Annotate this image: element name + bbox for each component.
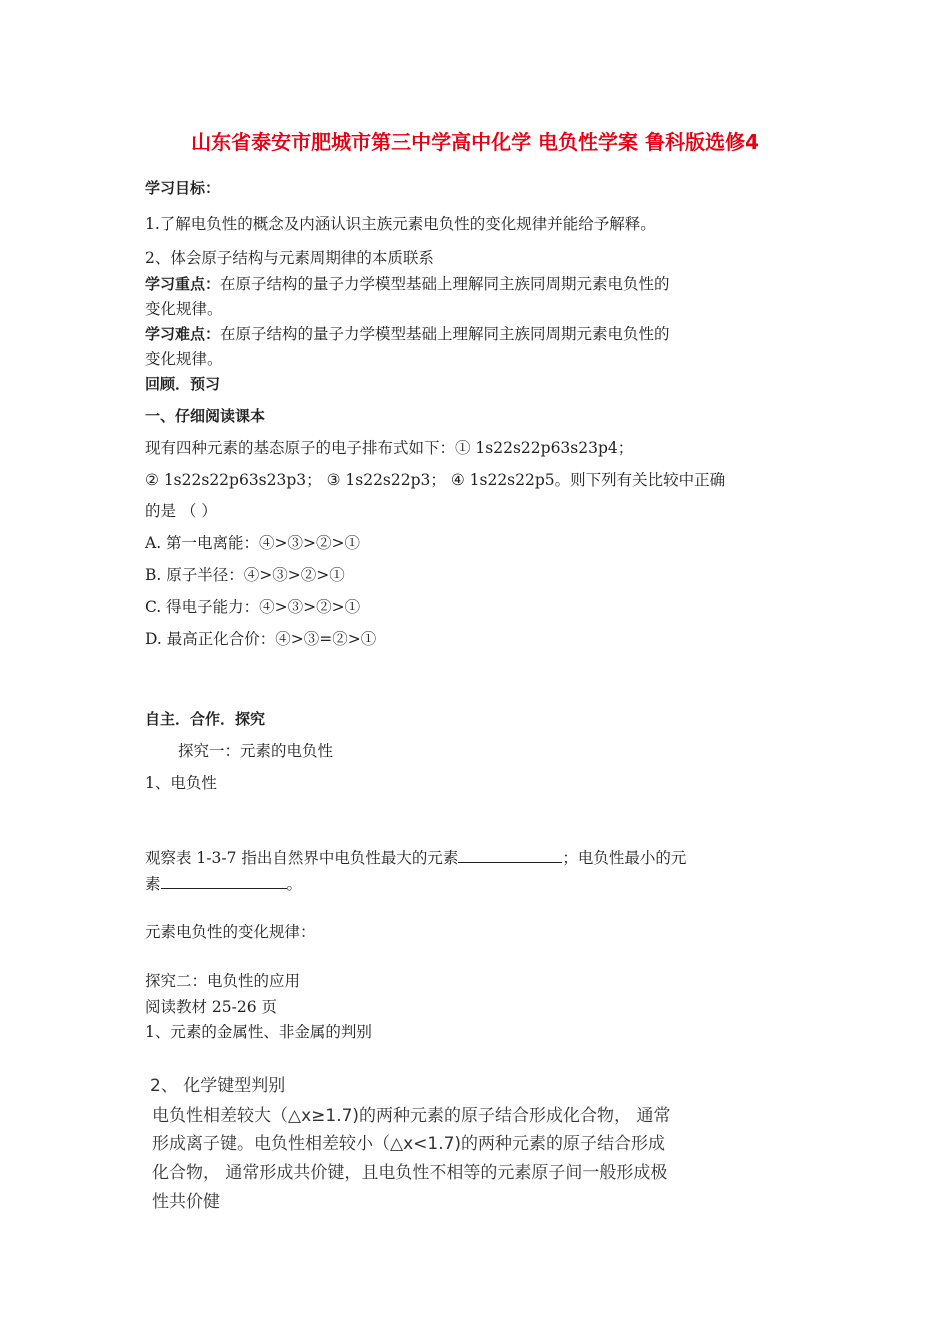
key-point-label: 学习重点： bbox=[145, 275, 221, 293]
observe-line-2 bbox=[145, 873, 302, 894]
explore-topic-2: 探究二：电负性的应用 bbox=[145, 972, 301, 990]
answer-blank-min[interactable] bbox=[161, 873, 287, 889]
answer-blank-max[interactable] bbox=[458, 847, 562, 863]
read-instruction: 阅读教材 25-26 页 bbox=[145, 998, 278, 1016]
page-title: 山东省泰安市肥城市第三中学高中化学 电负性学案 鲁科版选修4 bbox=[191, 130, 759, 154]
bond-line-3: 化合物， 通常形成共价键，且电负性不相等的元素原子间一般形成极 bbox=[152, 1163, 668, 1183]
observe-line-1 bbox=[145, 847, 686, 868]
option-a: A. 第一电离能：④>③>②>① bbox=[145, 534, 361, 552]
key-point-text-2: 变化规律。 bbox=[145, 300, 223, 318]
explore-item-1: 1、电负性 bbox=[145, 774, 217, 792]
observe-text-c: 素 bbox=[145, 875, 161, 893]
difficulty-label: 学习难点： bbox=[145, 325, 221, 343]
objective-item-1: 1.了解电负性的概念及内涵认识主族元素电负性的变化规律并能给予解释。 bbox=[145, 215, 656, 233]
observe-text-a: 观察表 1-3-7 指出自然界中电负性最大的元素 bbox=[145, 849, 459, 867]
key-point bbox=[145, 274, 670, 294]
question-line-1: 现有四种元素的基态原子的电子排布式如下：① 1s22s22p63s23p4； bbox=[145, 439, 634, 457]
question-line-2: ② 1s22s22p63s23p3； ③ 1s22s22p3； ④ 1s22s22p5。则下列有关比较中正确 bbox=[145, 471, 726, 489]
option-c: C. 得电子能力：④>③>②>① bbox=[145, 598, 361, 616]
option-b: B. 原子半径：④>③>②>① bbox=[145, 566, 345, 584]
review-subheading: 一、仔细阅读课本 bbox=[145, 407, 266, 425]
explore-heading: 自主．合作．探究 bbox=[145, 710, 266, 728]
explore-topic-1: 探究一：元素的电负性 bbox=[178, 742, 334, 760]
question-line-3: 的是 （ ） bbox=[145, 502, 217, 520]
bond-line-2: 形成离子键。电负性相差较小（△x<1.7)的两种元素的原子结合形成 bbox=[152, 1134, 666, 1154]
observe-text-d: 。 bbox=[286, 875, 303, 893]
review-heading: 回顾．预习 bbox=[145, 375, 221, 393]
bond-line-1: 电负性相差较大（△x≥1.7)的两种元素的原子结合形成化合物， 通常 bbox=[152, 1106, 671, 1126]
difficulty-text: 在原子结构的量子力学模型基础上理解同主族同周期元素电负性的 bbox=[220, 325, 670, 343]
explore-item-2: 1、元素的金属性、非金属的判别 bbox=[145, 1023, 372, 1041]
objective-item-2: 2、体会原子结构与元素周期律的本质联系 bbox=[145, 249, 434, 267]
difficulty bbox=[145, 324, 670, 344]
difficulty-text-2: 变化规律。 bbox=[145, 350, 223, 368]
rule-label: 元素电负性的变化规律： bbox=[145, 923, 316, 941]
key-point-text: 在原子结构的量子力学模型基础上理解同主族同周期元素电负性的 bbox=[220, 275, 670, 293]
bond-line-4: 性共价健 bbox=[152, 1192, 220, 1212]
observe-text-b: ；电负性最小的元 bbox=[562, 849, 687, 867]
objectives-heading: 学习目标： bbox=[145, 179, 221, 197]
bond-heading: 2、 化学键型判别 bbox=[150, 1076, 286, 1096]
option-d: D. 最高正化合价：④>③=②>① bbox=[145, 630, 377, 648]
